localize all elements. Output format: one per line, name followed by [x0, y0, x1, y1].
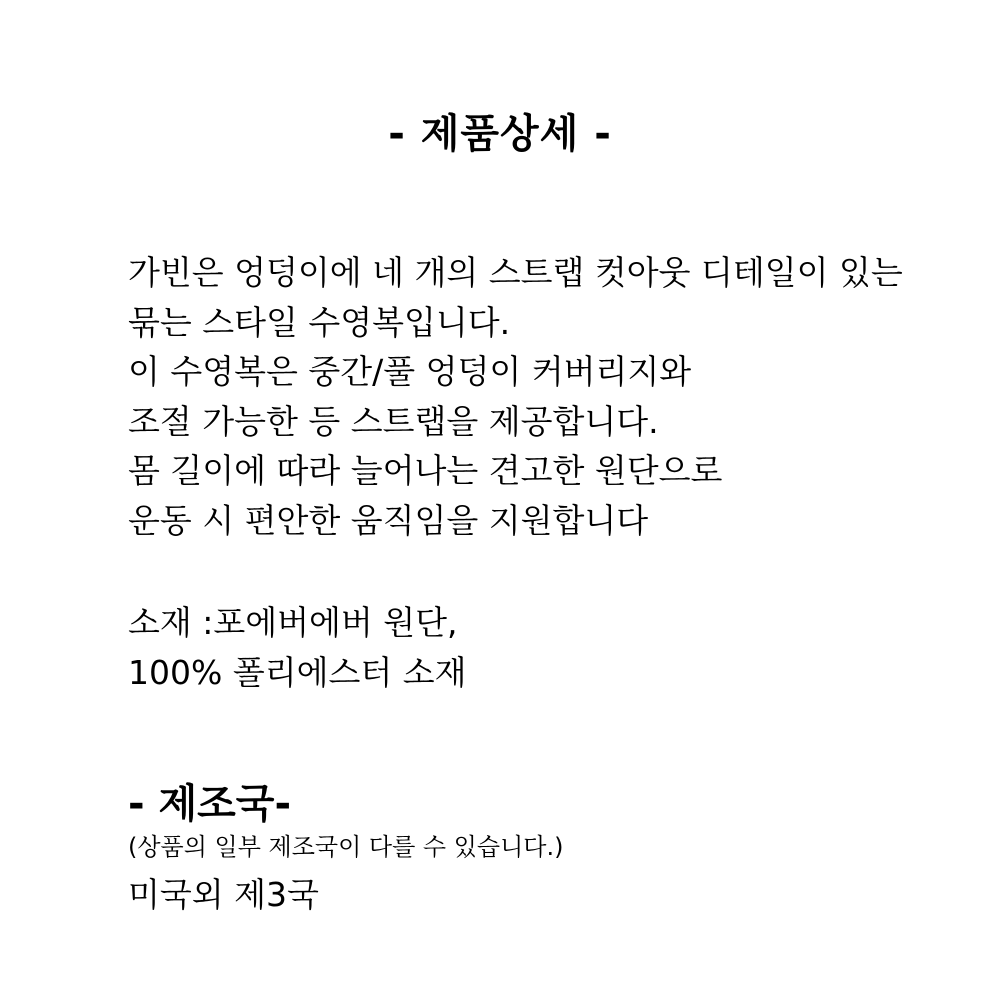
material-line: 소재 :포에버에버 원단, — [128, 603, 458, 642]
page-title: - 제품상세 - — [388, 111, 612, 157]
description-line: 운동 시 편안한 움직임을 지원합니다 — [128, 500, 649, 540]
description-line: 이 수영복은 중간/풀 엉덩이 커버리지와 — [128, 352, 692, 392]
origin-note: (상품의 일부 제조국이 다를 수 있습니다.) — [128, 833, 564, 861]
description-line: 가빈은 엉덩이에 네 개의 스트랩 컷아웃 디테일이 있는 — [128, 253, 903, 292]
material-line: 100% 폴리에스터 소재 — [128, 652, 467, 692]
description-line: 조절 가능한 등 스트랩을 제공합니다. — [128, 401, 659, 441]
origin-heading: - 제조국- — [128, 781, 292, 827]
description-line: 몸 길이에 따라 늘어나는 견고한 원단으로 — [128, 451, 723, 491]
material-info — [128, 598, 928, 697]
origin-value: 미국외 제3국 — [128, 875, 319, 914]
description-line: 묶는 스타일 수영복입니다. — [128, 302, 511, 342]
product-description — [128, 248, 928, 546]
